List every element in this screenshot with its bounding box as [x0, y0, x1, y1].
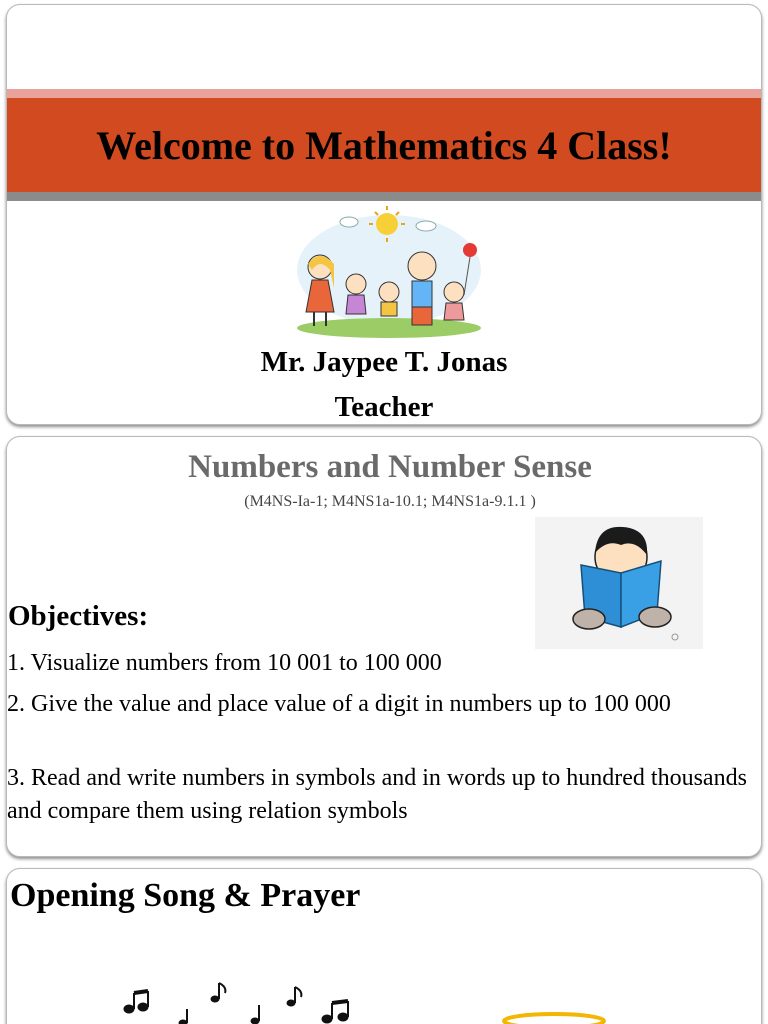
teacher-role: Teacher — [334, 391, 434, 423]
halo-icon — [499, 1009, 609, 1024]
topic-title: Numbers and Number Sense — [188, 449, 592, 485]
topic-codes: (M4NS-Ia-1; M4NS1a-10.1; M4NS1a-9.1.1 ) — [244, 493, 536, 510]
family-illustration — [294, 200, 484, 340]
slide-opening-song — [6, 868, 762, 1024]
title-banner — [7, 89, 761, 201]
objective-item: 1. Visualize numbers from 10 001 to 100 000 — [7, 650, 442, 676]
slide-objectives — [6, 436, 762, 857]
objectives-heading: Objectives: — [8, 600, 149, 632]
objective-item: 3. Read and write numbers in symbols and in words up to hundred thousands and compare them using relation symbols — [7, 765, 747, 824]
reading-child-illustration — [535, 517, 703, 649]
slide-welcome — [6, 4, 762, 425]
objective-item: 2. Give the value and place value of a digit in numbers up to 100 000 — [7, 691, 671, 717]
opening-song-heading: Opening Song & Prayer — [10, 877, 361, 914]
music-notes-icon — [115, 977, 365, 1024]
banner-stripe-top — [7, 89, 761, 98]
banner-title: Welcome to Mathematics 4 Class! — [96, 122, 672, 168]
teacher-name: Mr. Jaypee T. Jonas — [260, 346, 508, 378]
